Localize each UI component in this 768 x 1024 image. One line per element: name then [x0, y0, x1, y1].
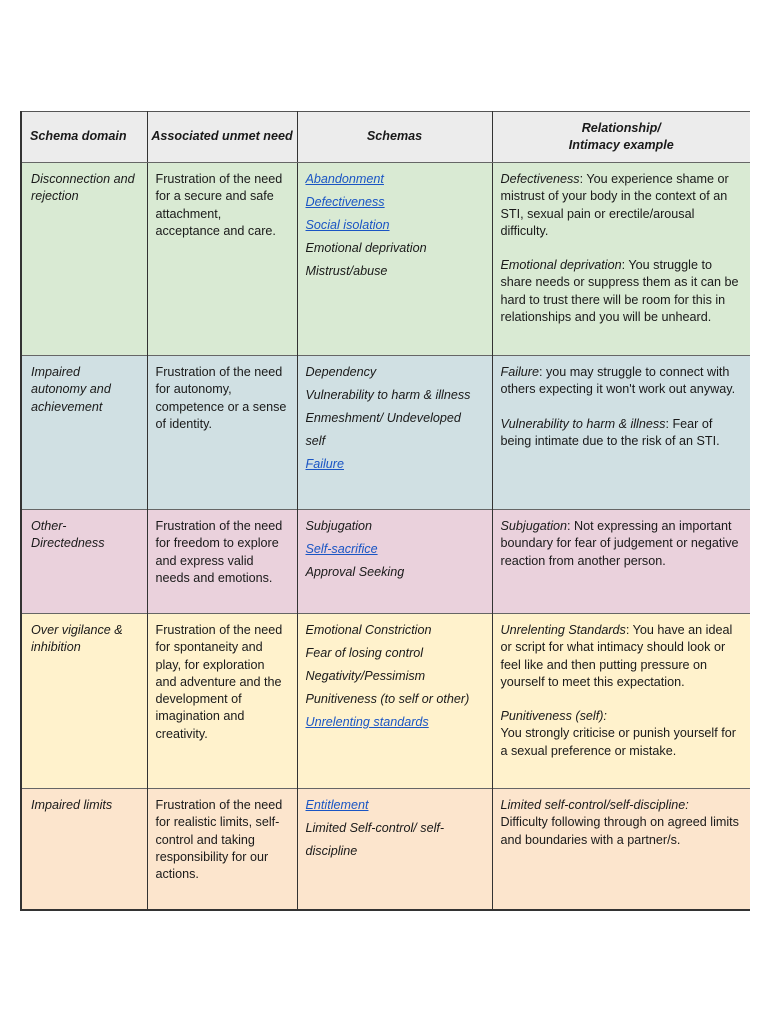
schema-emotional-constriction: Emotional Constriction — [305, 623, 432, 637]
schemas-cell — [297, 356, 492, 510]
domain-text: Over vigilance & inhibition — [31, 623, 123, 655]
need-text: Frustration of the need for realistic limits, self-control and taking responsibility for our actions. — [155, 798, 283, 882]
header-relationship-intimacy-example: Relationship/ Intimacy example — [492, 112, 750, 163]
domain-text: Disconnection and rejection — [31, 172, 135, 204]
example-paragraph: Vulnerability to harm & illness: Fear of being intimate due to the risk of an STI. — [500, 416, 720, 448]
schemas-cell — [297, 614, 492, 789]
table-row — [21, 510, 750, 614]
domain-text: Other-Directedness — [31, 519, 105, 551]
domain-cell — [21, 614, 147, 789]
example-cell — [492, 510, 750, 614]
schemas-cell — [297, 789, 492, 911]
schema-table — [20, 111, 750, 911]
schemas-cell — [297, 510, 492, 614]
domain-cell — [21, 356, 147, 510]
schema-link-abandonment[interactable]: Abandonment — [305, 172, 384, 186]
need-text: Frustration of the need for autonomy, competence or a sense of identity. — [155, 365, 287, 431]
schema-fear-of-losing-control: Fear of losing control — [305, 646, 424, 660]
domain-text: Impaired autonomy and achievement — [31, 365, 111, 414]
domain-cell — [21, 163, 147, 356]
example-paragraph: Subjugation: Not expressing an important boundary for fear of judgement or negative reaction from another person. — [500, 519, 739, 568]
schema-enmeshment: Enmeshment/ Undeveloped self — [305, 411, 461, 448]
example-cell — [492, 356, 750, 510]
table-row — [21, 356, 750, 510]
schema-link-social-isolation[interactable]: Social isolation — [305, 218, 390, 232]
example-paragraph: Defectiveness: You experience shame or mistrust of your body in the context of an STI, sexual pain or erectile/arousal difficulty. — [500, 172, 729, 238]
need-cell — [147, 789, 297, 911]
need-cell — [147, 510, 297, 614]
schema-approval-seeking: Approval Seeking — [305, 565, 405, 579]
schema-negativity-pessimism: Negativity/Pessimism — [305, 669, 426, 683]
table-row — [21, 614, 750, 789]
domain-text: Impaired limits — [31, 798, 113, 812]
example-paragraph: Unrelenting Standards: You have an ideal or script for what intimacy should look or feel like and then putting pressure on yourself to meet this expectation. — [500, 623, 733, 689]
need-text: Frustration of the need for spontaneity and play, for exploration and adventure and the development of imagination and creativity. — [155, 623, 283, 741]
need-text: Frustration of the need for a secure and safe attachment, acceptance and care. — [155, 172, 283, 238]
example-paragraph: Failure: you may struggle to connect with others expecting it won't work out anyway. — [500, 365, 736, 397]
schema-limited-self-control: Limited Self-control/ self-discipline — [305, 821, 445, 858]
schema-link-entitlement[interactable]: Entitlement — [305, 798, 369, 812]
need-cell — [147, 356, 297, 510]
schema-dependency: Dependency — [305, 365, 377, 379]
example-cell — [492, 789, 750, 911]
schema-mistrust-abuse: Mistrust/abuse — [305, 264, 388, 278]
need-text: Frustration of the need for freedom to explore and express valid needs and emotions. — [155, 519, 283, 585]
schema-emotional-deprivation: Emotional deprivation — [305, 241, 427, 255]
domain-cell — [21, 510, 147, 614]
header-row — [21, 112, 750, 163]
example-paragraph: Limited self-control/self-discipline: Difficulty following through on agreed limits and boundaries with a partner/s. — [500, 798, 739, 847]
example-paragraph: Punitiveness (self): You strongly criticise or punish yourself for a sexual preference or mistake. — [500, 709, 736, 758]
schema-link-self-sacrifice[interactable]: Self-sacrifice — [305, 542, 378, 556]
schema-link-failure[interactable]: Failure — [305, 457, 344, 471]
example-cell — [492, 163, 750, 356]
example-cell — [492, 614, 750, 789]
schema-punitiveness: Punitiveness (to self or other) — [305, 692, 470, 706]
schema-link-unrelenting-standards[interactable]: Unrelenting standards — [305, 715, 429, 729]
example-paragraph: Emotional deprivation: You struggle to share needs or suppress them as it can be hard to trust there will be room for this in relationships and you will be unheard. — [500, 258, 739, 325]
schema-subjugation: Subjugation — [305, 519, 373, 533]
table-row — [21, 789, 750, 911]
schema-vulnerability: Vulnerability to harm & illness — [305, 388, 471, 402]
header-associated-unmet-need: Associated unmet need — [147, 112, 297, 163]
table-row — [21, 163, 750, 356]
domain-cell — [21, 789, 147, 911]
need-cell — [147, 163, 297, 356]
header-schemas: Schemas — [297, 112, 492, 163]
schemas-cell — [297, 163, 492, 356]
need-cell — [147, 614, 297, 789]
header-schema-domain: Schema domain — [21, 112, 147, 163]
schema-link-defectiveness[interactable]: Defectiveness — [305, 195, 385, 209]
